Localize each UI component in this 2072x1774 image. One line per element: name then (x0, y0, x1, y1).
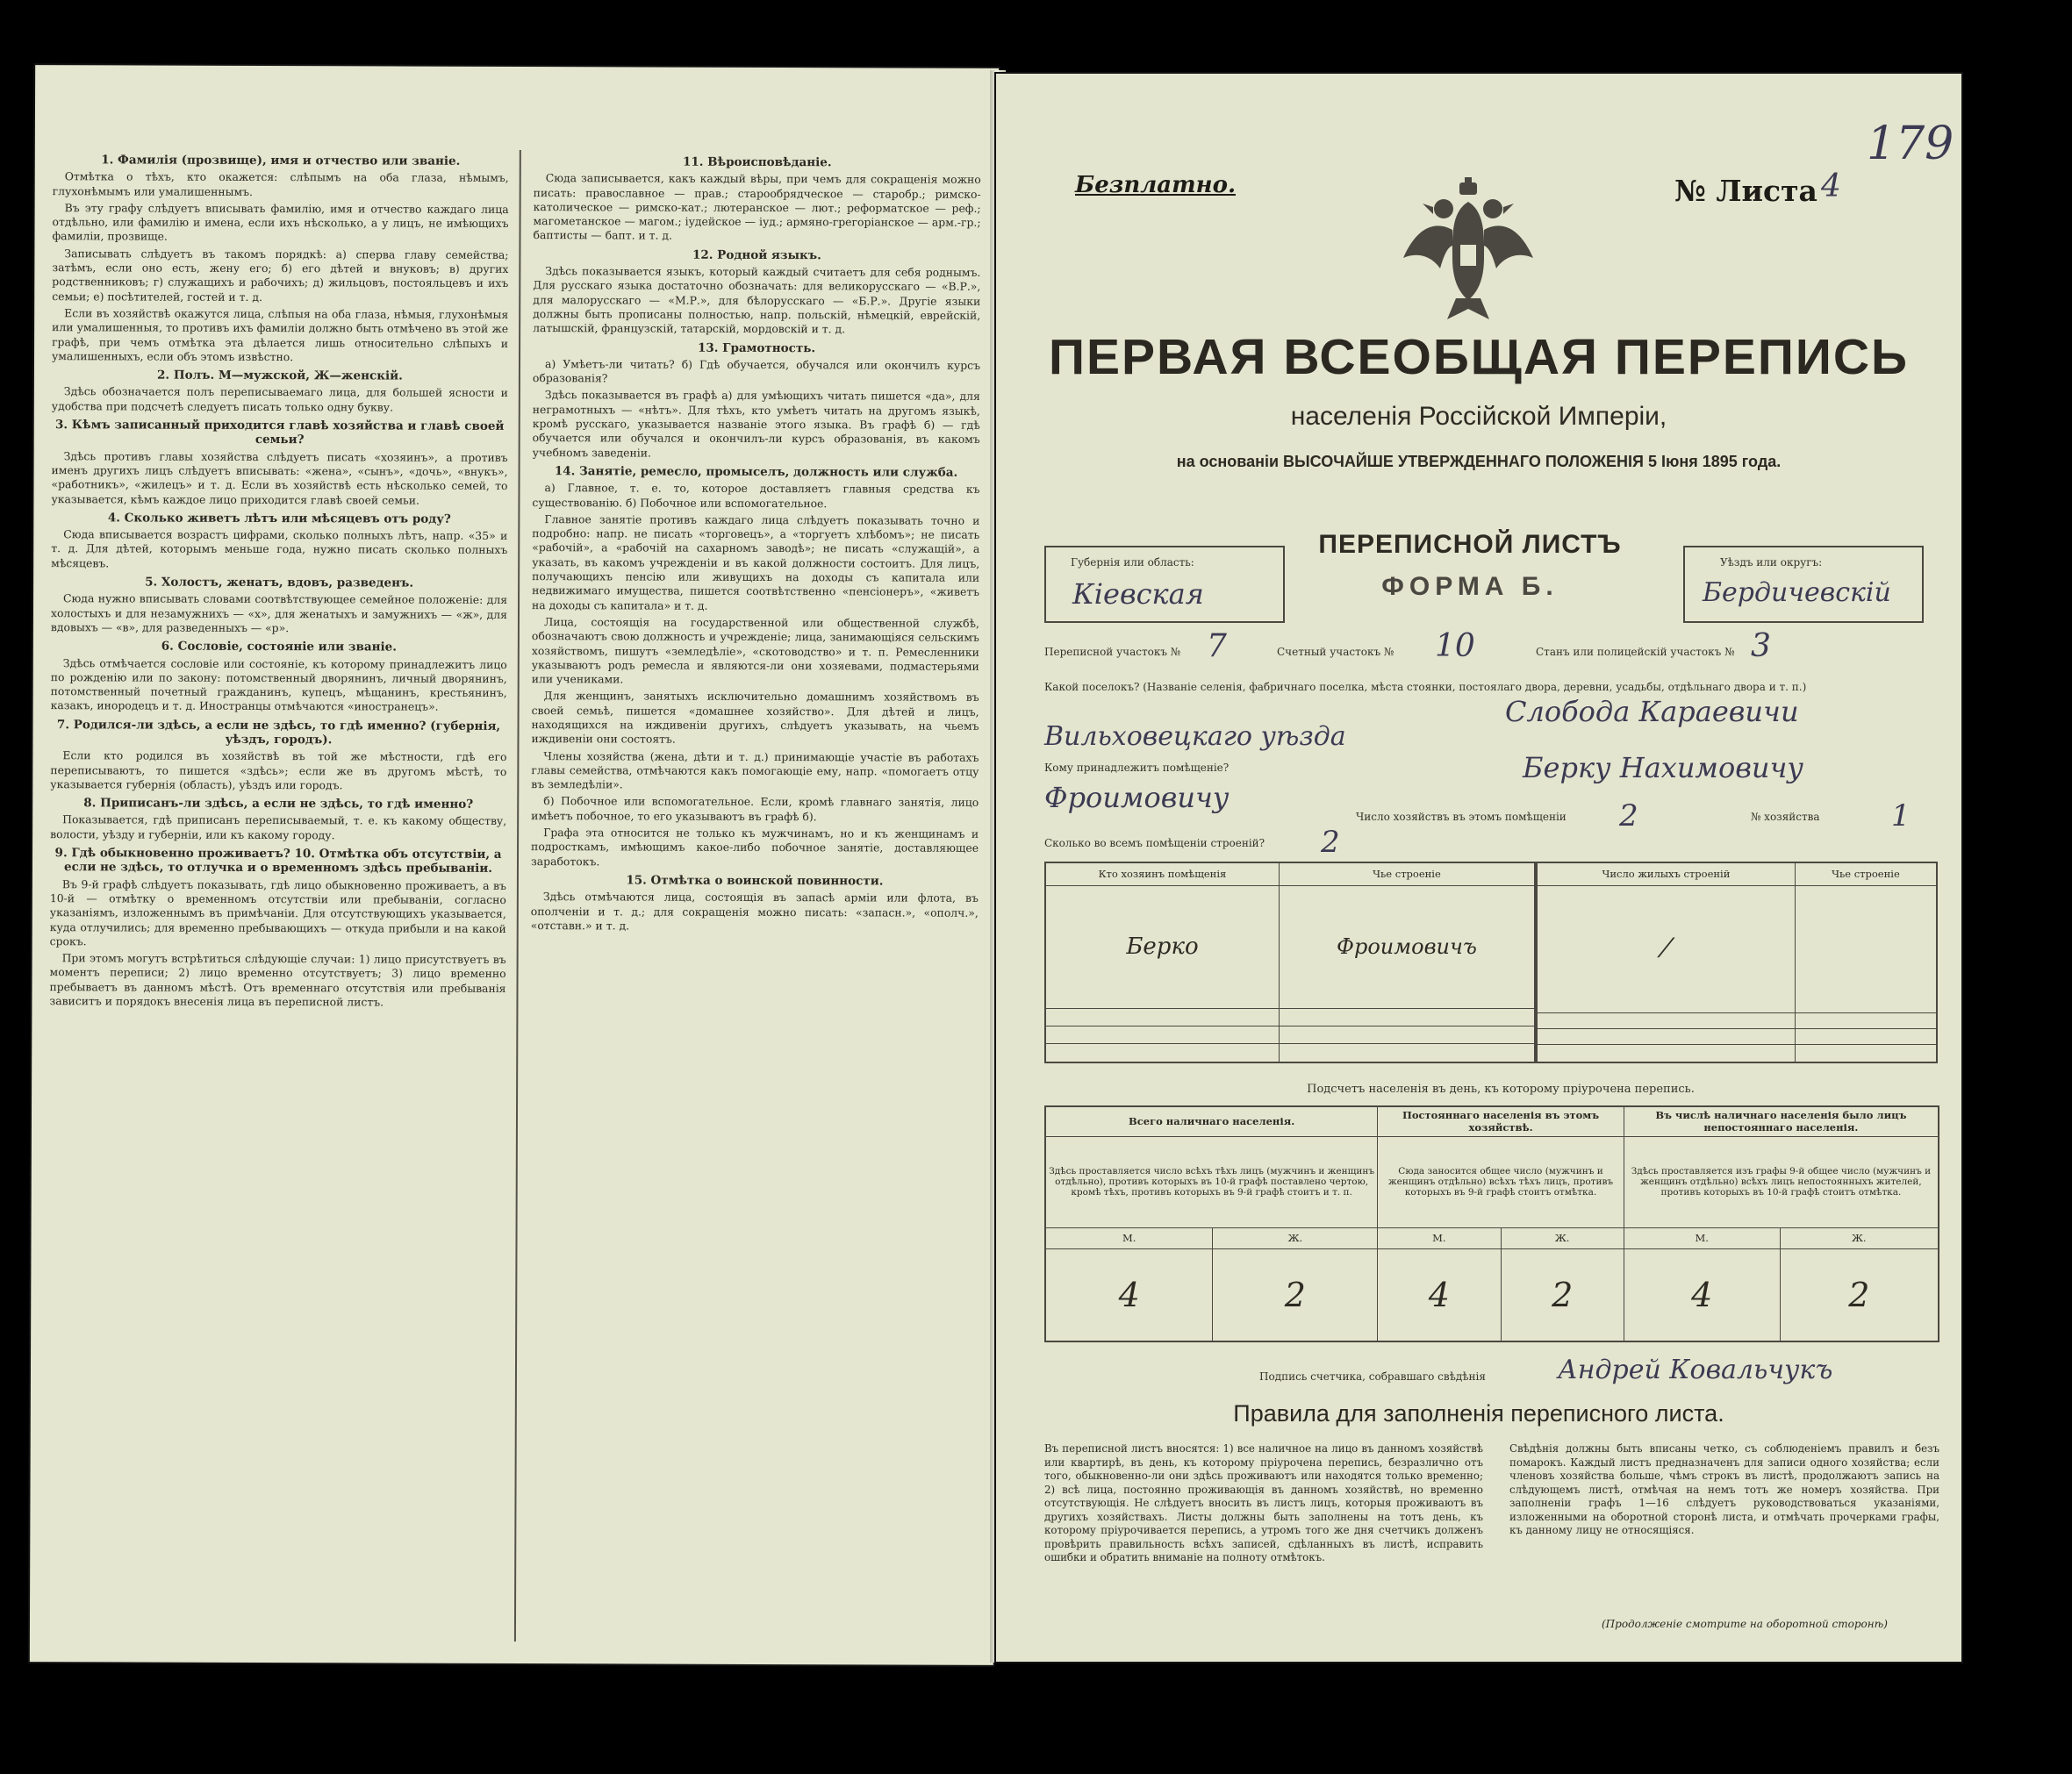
summary-m-header-3: М. (1624, 1227, 1780, 1248)
double-headed-eagle-emblem (1398, 177, 1538, 322)
instruction-paragraph: Показывается, гдѣ приписанъ переписываемый, т. е. къ какому обществу, волости, уѣзду и губерніи, или къ какому городу. (50, 812, 507, 842)
households-value: 2 (1619, 798, 1638, 833)
instruction-heading: 15. Отмѣтка о воинской повинности. (626, 873, 884, 889)
instruction-paragraph: Здѣсь показывается въ графѣ а) для умѣющихъ читать пишется «да», для неграмотныхъ — «нѣтъ». Для тѣхъ, кто умѣетъ читать на другомъ языкѣ, кромѣ русскаго, указывается названіе этого языка. Въ графѣ б) — гдѣ обучается или обучался и окончилъ-ли курсъ образованія, въ какомъ учебномъ заведеніи. (532, 388, 980, 460)
summary-zh-header-2: Ж. (1501, 1227, 1624, 1248)
form-title: ПЕРЕПИСНОЙ ЛИСТЪ (1318, 530, 1622, 559)
summary-total-zh: 2 (1213, 1248, 1378, 1341)
census-section-label: Переписной участокъ № (1044, 646, 1181, 658)
instruction-heading: 14. Занятіе, ремесло, промыселъ, должность или служба. (554, 464, 958, 480)
left-instructions-column-1 (47, 148, 509, 1659)
instruction-paragraph: Здѣсь противъ главы хозяйства слѣдуетъ писать «хозяинъ», а противъ именъ другихъ лицъ слѣдуетъ вписывать: «жена», «сынъ», «дочь», «внукъ», «работникъ», «жилецъ» и т. д. Если въ хозяйствѣ есть нѣсколько семей, то указывается, кѣмъ каждое лицо приходится главѣ своей семьи. (51, 448, 508, 507)
census-title: ПЕРВАЯ ВСЕОБЩАЯ ПЕРЕПИСЬ (1049, 329, 1909, 385)
summary-head-temporary: Въ числѣ наличнаго населенія было лицъ непостояннаго населенія. (1624, 1106, 1939, 1136)
summary-permanent-zh: 2 (1501, 1248, 1624, 1341)
instruction-paragraph: Здѣсь обозначается полъ переписываемаго лица, для большей ясности и удобства при подсчетѣ следуетъ писать только одну букву. (51, 384, 508, 414)
uezd-value: Бердичевскій (1703, 577, 1891, 608)
instruction-heading: 6. Сословіе, состояніе или званіе. (161, 639, 397, 655)
column-divider (514, 150, 521, 1642)
population-summary-table (1044, 1105, 1939, 1342)
sheet-number-value: 4 (1821, 168, 1841, 204)
buildings-cell-whose: Фроимовичъ (1279, 885, 1535, 1008)
summary-text-permanent: Сюда заносится общее число (мужчинъ и женщинъ отдѣльно) всѣхъ тѣхъ лицъ, противъ которыхъ въ 9-й графѣ стоитъ отмѣтка. (1378, 1136, 1624, 1227)
owner-label: Кому принадлежитъ помѣщеніе? (1044, 762, 1230, 774)
summary-zh-header-3: Ж. (1780, 1227, 1939, 1248)
uezd-box (1683, 546, 1924, 623)
census-form-page (996, 74, 1961, 1662)
camp-value: 3 (1751, 628, 1771, 664)
summary-total-m: 4 (1045, 1248, 1213, 1341)
settlement-value-1: Слобода Караевичи (1505, 695, 1799, 728)
instruction-heading: 12. Родной языкъ. (692, 247, 821, 262)
governorate-value: Кіевская (1072, 577, 1204, 611)
instruction-heading: 4. Сколько живетъ лѣтъ или мѣсяцевъ отъ роду? (107, 511, 451, 526)
buildings-col-whose: Чье строеніе (1279, 862, 1535, 885)
owner-value-1: Берку Нахимовичу (1523, 751, 1803, 784)
instruction-paragraph: Здѣсь показывается языкъ, который каждый считаетъ для себя роднымъ. Для русскаго языка достаточно обозначать: для великорусскаго — «В.Р.», для малорусскаго — «М.Р.», для бѣлорусскаго — «Б.Р.». Другіе языки должны быть прописаны полностью, напр. польскій, нѣмецкій, еврейскій, латышскій, французскій, татарскій, мордовскій и т. д. (533, 264, 981, 336)
summary-head-total: Всего наличнаго населенія. (1045, 1106, 1378, 1136)
instruction-paragraph: Графа эта относится не только къ мужчинамъ, но и къ женщинамъ и подросткамъ, имѣющимъ какое-либо побочное занятіе, доставляющее заработокъ. (530, 826, 979, 868)
instruction-heading: 5. Холостъ, женатъ, вдовъ, разведенъ. (145, 575, 414, 590)
summary-permanent-m: 4 (1378, 1248, 1501, 1341)
instruction-paragraph: Въ эту графу слѣдуетъ вписывать фамилію, имя и отчество каждаго лица отдѣльно, или фамилію и имена, если ихъ нѣсколько, а у лицъ, не имѣющихъ фамиліи, прозвище. (52, 201, 509, 244)
settlement-value-2: Вильховецкаго уѣзда (1044, 721, 1346, 752)
instruction-paragraph: а) Умѣетъ-ли читать? б) Гдѣ обучается, обучался или окончилъ курсъ образованія? (532, 356, 981, 385)
instruction-heading: 1. Фамилія (прозвище), имя и отчество или званіе. (101, 153, 461, 168)
rules-left-text: Въ переписной листъ вносятся: 1) все наличное на лицо въ данномъ хозяйствѣ или квартирѣ, въ день, къ которому пріурочена перепись, безразлично отъ того, обыкновенно-ли они здѣсь проживаютъ или находятся только временно; 2) всѣ лица, постоянно проживающія въ данномъ хозяйствѣ, но временно отсутствующія. Не слѣдуетъ вносить въ листъ лицъ, которыя проживаютъ въ другихъ хозяйствахъ. Листы должны быть заполнены на тотъ день, къ которому пріурочивается перепись, а утромъ того же дня счетчикъ долженъ провѣрить правильность всѣхъ записей, сдѣланныхъ въ листѣ, исправить ошибки и обратить вниманіе на полноту отмѣтокъ. (1044, 1442, 1483, 1563)
instruction-paragraph: Сюда нужно вписывать словами соотвѣтствующее семейное положеніе: для холостыхъ и для незамужнихъ — «х», для женатыхъ и замужнихъ — «ж», для вдовыхъ — «в», для разведенныхъ — «р». (50, 591, 508, 635)
buildings-table (1044, 862, 1536, 1063)
summary-text-total: Здѣсь проставляется число всѣхъ тѣхъ лицъ (мужчинъ и женщинъ отдѣльно), противъ которыхъ въ 10-й графѣ поставлено чертою, кромѣ тѣхъ, противъ которыхъ въ 9-й графѣ стоитъ и т. п. (1045, 1136, 1378, 1227)
signature-label: Подпись счетчика, собравшаго свѣдѣнія (1259, 1370, 1486, 1383)
summary-zh-header-1: Ж. (1213, 1227, 1378, 1248)
rules-right-text: Свѣдѣнія должны быть вписаны четко, съ соблюденіемъ правилъ и безъ помарокъ. Каждый листъ предназначенъ для записи одного хозяйства; если членовъ хозяйства больше, чѣмъ строкъ въ листѣ, продолжаютъ запись на слѣдующемъ листѣ, отмѣчая на немъ тотъ же номеръ хозяйства. При заполненіи графъ 1—16 слѣдуетъ руководствоваться указаніями, изложенными на оборотной сторонѣ листа, и отмѣчать прочерками графы, къ данному лицу не относящіяся. (1509, 1442, 1939, 1536)
instruction-paragraph: а) Главное, т. е. то, которое доставляетъ главныя средства къ существованію. б) Побочное или вспомогательное. (532, 481, 980, 510)
instruction-heading: 3. Кѣмъ записанный приходится главѣ хозяйства и главѣ своей семьи? (54, 418, 505, 447)
instruction-paragraph: б) Побочное или вспомогательное. Если, кромѣ главнаго занятія, лицо имѣетъ побочное, то его указываютъ въ графѣ б). (531, 794, 979, 823)
summary-m-header-2: М. (1378, 1227, 1501, 1248)
buildings-cell-owner: Берко (1045, 885, 1279, 1008)
instruction-paragraph: Записывать слѣдуетъ въ такомъ порядкѣ: а) сперва главу семейства; затѣмъ, если оно есть, жену его; б) его дѣтей и внуковъ; в) других родственниковъ; г) служащихъ и рабочихъ; д) жильцовъ, постояльцевъ и ихъ семьи; е) посѣтителей, гостей и т. д. (52, 246, 509, 304)
instruction-paragraph: Если кто родился въ хозяйствѣ въ той же мѣстности, гдѣ его переписываютъ, то пишется «здѣсь»; если же въ другомъ мѣстѣ, то указывается губернія (область), уѣздъ или городъ. (50, 748, 507, 792)
instruction-paragraph: Въ 9-й графѣ слѣдуетъ показывать, гдѣ лицо обыкновенно проживаетъ, а въ 10-й — отмѣтку о временномъ отсутствіи или пребываніи, согласно указаніямъ, изложеннымъ въ примѣчаніи. Для отсутствующихъ указывается, куда отлучились; для временно пребывающихъ — откуда прибыли и на какой срокъ. (49, 876, 506, 948)
buildings-col-owner: Кто хозяинъ помѣщенія (1045, 862, 1279, 885)
buildings-table-2: Число жилыхъ строеній Чье строеніе ⁄ (1536, 862, 1938, 1063)
page-number: 179 (1867, 118, 1954, 170)
instruction-paragraph: Сюда вписывается возрастъ цифрами, сколько полныхъ лѣтъ, напр. «35» и т. д. Для дѣтей, которымъ меньше года, нужно писать сколько полныхъ мѣсяцевъ. (51, 527, 508, 570)
count-section-label: Счетный участокъ № (1277, 646, 1394, 658)
form-code: ФОРМА Б. (1381, 572, 1559, 601)
census-basis: на основаніи ВЫСОЧАЙШЕ УТВЕРЖДЕННАГО ПОЛОЖЕНІЯ 5 Іюня 1895 года. (1176, 453, 1782, 470)
instruction-heading: 7. Родился-ли здѣсь, а если не здѣсь, то гдѣ именно? (губернія, уѣздъ, городъ). (56, 717, 501, 748)
census-section-value: 7 (1207, 628, 1227, 664)
governorate-box (1044, 546, 1285, 623)
instruction-heading: 11. Вѣроисповѣданіе. (682, 154, 832, 170)
instruction-paragraph: Главное занятіе противъ каждаго лица слѣдуетъ показывать точно и подробно: напр. не писать «торговецъ», а «торгуетъ хлѣбомъ»; не писать «рабочій», а «рабочій на сахарномъ заводѣ»; не писать «служащій», а указать, въ какомъ учрежденіи и въ какой должности состоитъ. Для лицъ, получающихъ пенсію или живущихъ на доходы съ капитала или недвижимаго имущества, пишется соотвѣтственно «пенсіонеръ», «живетъ на доходы съ капитала» и т. д. (532, 511, 980, 612)
instruction-paragraph: Сюда записывается, какъ каждый вѣры, при чемъ для сокращенія можно писать: православное — прав.; старообрядческое — старобр.; римско-католическое — римско-кат.; лютеранское — лют.; реформатское — реф.; магометанское — магом.; іудейское — іуд.; армяно-грегоріанское — арм.-гр.; баптисты — бапт. и т. д. (533, 171, 981, 243)
instruction-paragraph: Если въ хозяйствѣ окажутся лица, слѣпыя на оба глаза, нѣмыя, глухонѣмыя или умалишенныя, то противъ ихъ фамиліи должно быть отмѣчено въ этой же графѣ, при чемъ отмѣтка эта дѣлается лишь относительно слѣпыхъ и умалишенныхъ, если объ этомъ извѣстно. (51, 306, 509, 363)
summary-temporary-zh: 2 (1780, 1248, 1939, 1341)
camp-label: Станъ или полицейскій участокъ № (1536, 646, 1735, 658)
governorate-label: Губернія или область: (1071, 556, 1194, 569)
instruction-paragraph: Лица, состоящія на государственной или общественной службѣ, обозначаютъ свою должность и учрежденіе; лица, занимающіяся сельскимъ хозяйствомъ, пишутъ «земледѣліе», «скотоводство» и т. п. Ремесленники указываютъ родъ ремесла и являются-ли они хозяевами, подмастерьями или учениками. (531, 615, 979, 686)
household-number-value: 1 (1891, 798, 1911, 833)
summary-temporary-m: 4 (1624, 1248, 1780, 1341)
rules-title: Правила для заполненія переписного листа. (1233, 1400, 1724, 1427)
free-label: Безплатно. (1075, 172, 1236, 198)
households-label: Число хозяйствъ въ этомъ помѣщеніи (1356, 811, 1567, 823)
instruction-heading: 2. Полъ. М—мужской, Ж—женскій. (157, 368, 403, 383)
uezd-label: Уѣздъ или округъ: (1720, 556, 1823, 569)
instruction-paragraph: Для женщинъ, занятыхъ исключительно домашнимъ хозяйствомъ въ своей семьѣ, пишется «домашнее хозяйство». Для дѣтей и лицъ, находящихся на иждивеніи другихъ, слѣдуетъ указывать, на чьемъ иждивеніи они состоятъ. (531, 689, 979, 746)
buildings-col-whose-2: Чье строеніе (1795, 862, 1937, 885)
instruction-heading: 13. Грамотность. (697, 340, 816, 355)
left-instructions-column-2 (528, 150, 981, 1661)
census-subtitle: населенія Россійской Имперіи, (1290, 402, 1667, 431)
household-number-label: № хозяйства (1751, 811, 1820, 823)
owner-value-2: Фроимовичу (1044, 781, 1230, 814)
buildings-col-count: Число жилыхъ строеній (1537, 862, 1795, 885)
buildings-value: 2 (1321, 825, 1340, 860)
instruction-paragraph: Отмѣтка о тѣхъ, кто окажется: слѣпымъ на оба глаза, нѣмымъ, глухонѣмымъ или умалишеннымъ. (52, 169, 509, 198)
summary-head-permanent: Постояннаго населенія въ этомъ хозяйствѣ. (1378, 1106, 1624, 1136)
summary-m-header-1: М. (1045, 1227, 1213, 1248)
instruction-paragraph: Здѣсь отмѣчаются лица, состоящія въ запасѣ арміи или флота, въ ополченіи и т. д.; для сокращенія можно писать: «запасн.», «ополч.», «отставн.» и т. д. (530, 890, 979, 933)
instruction-heading: 8. Приписанъ-ли здѣсь, а если не здѣсь, то гдѣ именно? (83, 796, 474, 812)
summary-text-temporary: Здѣсь проставляется изъ графы 9-й общее число (мужчинъ и женщинъ отдѣльно) всѣхъ лицъ непостоянныхъ жителей, противъ которыхъ въ 10-й графѣ стоитъ отмѣтка. (1624, 1136, 1939, 1227)
instruction-heading: 9. Гдѣ обыкновенно проживаетъ? 10. Отмѣтка объ отсутствіи, а если не здѣсь, то отлучка и о временномъ здѣсь пребываніи. (54, 846, 502, 876)
instruction-paragraph: Члены хозяйства (жена, дѣти и т. д.) принимающіе участіе въ работахъ главы семейства, отмѣчаются какъ помогающіе ему, напр. «помогаетъ отцу въ земледѣліи». (531, 748, 979, 791)
instruction-paragraph: Здѣсь отмѣчается сословіе или состояніе, къ которому принадлежитъ лицо по рожденію или по закону: потомственный дворянинъ, личный дворянинъ, потомственный почетный гражданинъ, купецъ, мѣщанинъ, крестьянинъ, казакъ, инородецъ и т. д. Иностранцы отмѣчаются «иностранецъ». (50, 655, 507, 714)
rules-continued-note: (Продолженіе смотрите на оборотной сторонѣ) (1602, 1618, 1888, 1630)
left-page (30, 65, 999, 1665)
sheet-number-label: № Листа (1674, 174, 1817, 208)
instruction-paragraph: При этомъ могутъ встрѣтиться слѣдующіе случаи: 1) лицо присутствуетъ въ моментъ переписи; 2) лицо временно отсутствуетъ; 3) лицо временно пребываетъ въ данномъ мѣстѣ. Отъ временнаго отсутствія или пребыванія зависитъ и порядокъ внесенія лица въ переписной листъ. (49, 951, 506, 1009)
summary-label: Подсчетъ населенія въ день, къ которому пріурочена перепись. (1307, 1083, 1695, 1096)
settlement-label: Какой поселокъ? (Названіе селенія, фабричнаго поселка, мѣста стоянки, постоялаго двора, деревни, усадьбы, отдѣльнаго двора и т. п.) (1044, 681, 1807, 693)
count-section-value: 10 (1435, 628, 1475, 664)
buildings-label: Сколько во всемъ помѣщеніи строеній? (1044, 837, 1265, 849)
signature-value: Андрей Ковальчукъ (1558, 1355, 1833, 1385)
